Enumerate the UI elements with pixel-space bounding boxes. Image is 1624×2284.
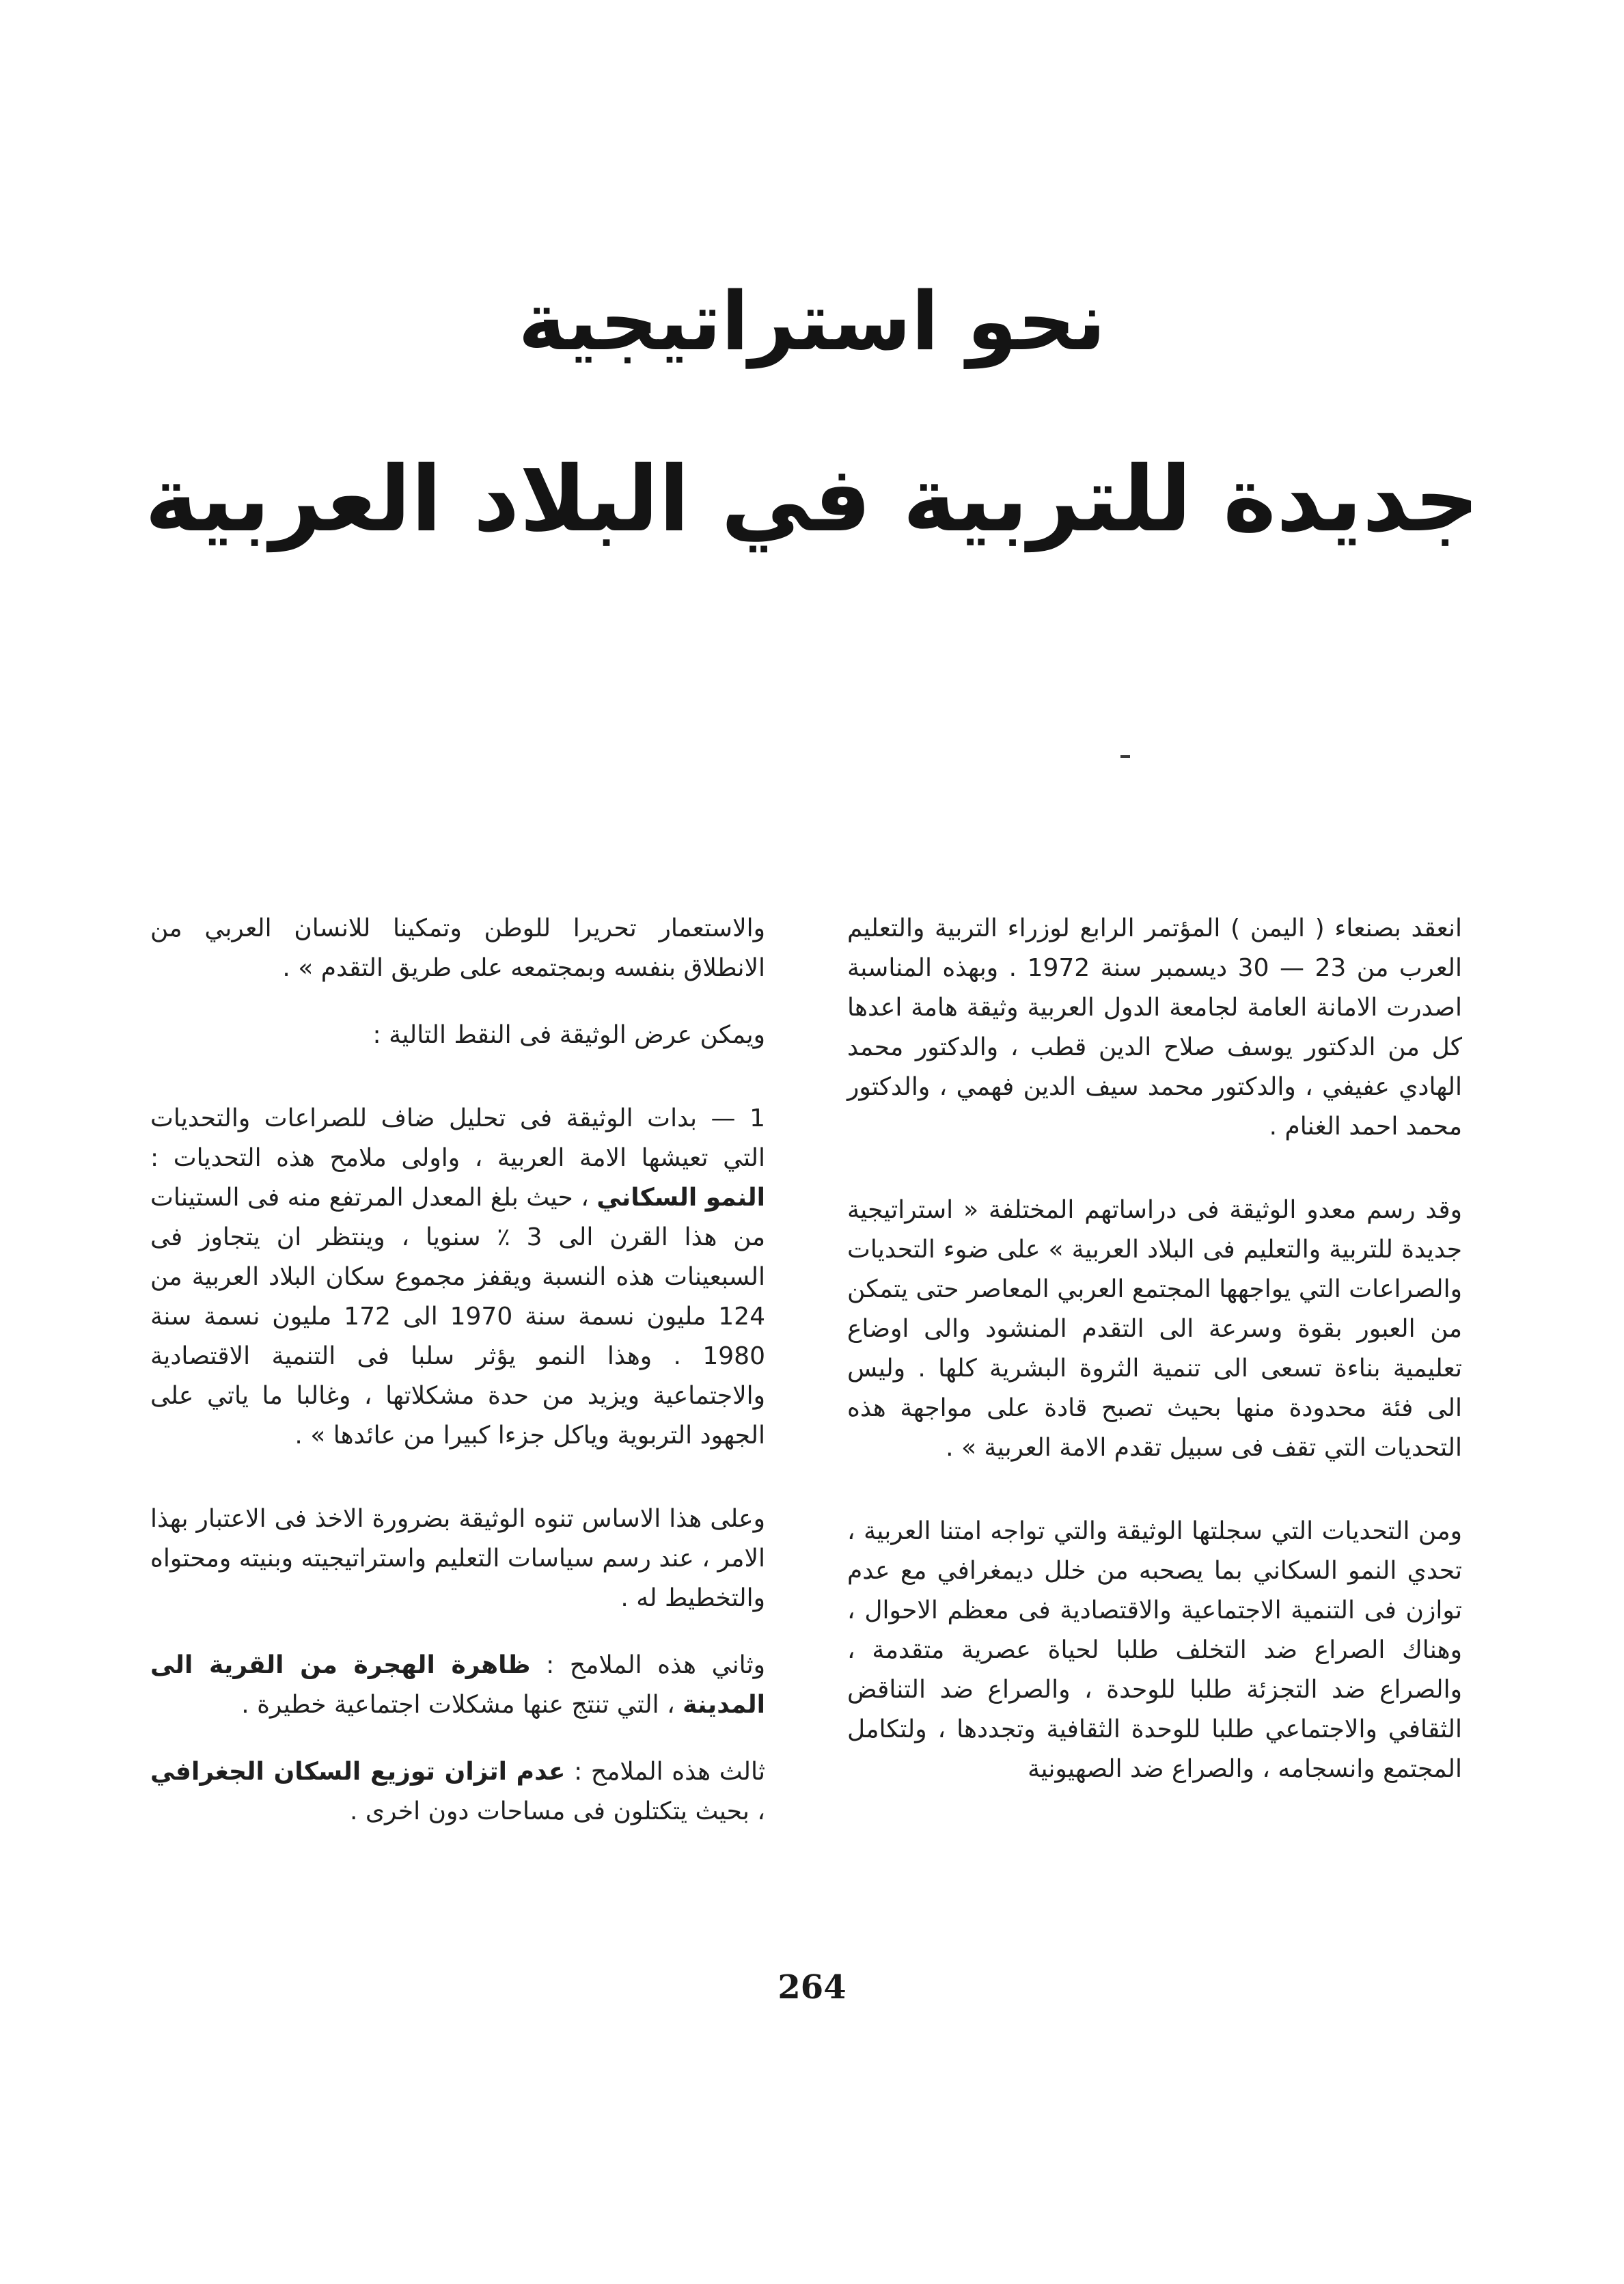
migration-term: ظاهرة الهجرة من القرية الى المدينة — [150, 1651, 765, 1719]
left-paragraph-1: والاستعمار تحريرا للوطن وتمكينا للانسان العربي من الانطلاق بنفسه وبمجتمعه على طريق التقدم » . — [150, 914, 765, 982]
left-paragraph-6-intro: ثالث هذه الملامح : — [565, 1758, 765, 1786]
right-paragraph-2: وقد رسم معدو الوثيقة فى دراساتهم المختلفة « استراتيجية جديدة للتربية والتعليم فى البلاد العربية » على ضوء التحديات والصراعات التي يواجهها المجتمع العربي المعاصر حتى يتمكن من العبور بقوة وسرعة الى التقدم المنشود والى اوضاع تعليمية بناءة تسعى الى تنمية الثروة البشرية كلها . وليس الى فئة محدودة منها بحيث تصبح قادة على مواجهة هذه التحديات التي تقف فى سبيل تقدم الامة العربية » . — [847, 1196, 1462, 1462]
article-title — [0, 273, 1624, 554]
print-speck — [1120, 755, 1130, 758]
right-paragraph-3: ومن التحديات التي سجلتها الوثيقة والتي تواجه امتنا العربية ، تحدي النمو السكاني بما يصحبه من خلل ديمغرافي مع عدم توازن فى التنمية الاجتماعية والاقتصادية فى معظم الاحوال ، وهناك الصراع ضد التخلف طلبا لحياة عصرية متقدمة ، والصراع ضد التجزئة طلبا للوحدة ، والصراع ضد التناقض الثقافي والاجتماعي طلبا للوحدة الثقافية وتجددها ، ولتكامل المجتمع وانسجامه ، والصراع ضد الصهيونية — [847, 1517, 1462, 1783]
title-line-2: جديدة للتربية في البلاد العربية — [144, 446, 1480, 552]
title-line-1: نحو استراتيجية — [518, 274, 1106, 368]
left-paragraph-5-intro: وثاني هذه الملامح : — [530, 1651, 765, 1679]
distribution-term: عدم اتزان توزيع السكان الجغرافي — [150, 1758, 566, 1786]
left-paragraph-6 — [150, 1752, 765, 1832]
left-column — [150, 909, 765, 1859]
left-paragraph-5-body: ، التي تنتج عنها مشكلات اجتماعية خطيرة . — [241, 1691, 683, 1719]
page-number: 264 — [777, 1968, 847, 2007]
left-paragraph-4: وعلى هذا الاساس تنوه الوثيقة بضرورة الاخذ فى الاعتبار بهذا الامر ، عند رسم سياسات التعليم واستراتيجيته وبنيته ومحتواه والتخطيط له . — [150, 1505, 765, 1612]
left-paragraph-6-body: ، بحيث يتكتلون فى مساحات دون اخرى . — [349, 1797, 765, 1825]
right-paragraph-1: انعقد بصنعاء ( اليمن ) المؤتمر الرابع لوزراء التربية والتعليم العرب من 23 — 30 ديسمبر سنة 1972 . وبهذه المناسبة اصدرت الامانة العامة لجامعة الدول العربية وثيقة هامة اعدها كل من الدكتور يوسف صلاح الدين قطب ، والدكتور محمد الهادي عفيفي ، والدكتور محمد سيف الدين فهمي ، والدكتور محمد احمد الغنام . — [847, 914, 1462, 1141]
left-paragraph-5 — [150, 1646, 765, 1725]
population-growth-term: النمو السكاني — [596, 1184, 765, 1212]
left-paragraph-3 — [150, 1099, 765, 1456]
left-paragraph-3-body: ، حيث بلغ المعدل المرتفع منه فى الستينات من هذا القرن الى 3 ٪ سنويا ، وينتظر ان يتجاوز فى السبعينات هذه النسبة ويقفز مجموع سكان البلاد العربية من 124 مليون نسمة سنة 1970 الى 172 مليون نسمة سنة 1980 . وهذا النمو يؤثر سلبا فى التنمية الاقتصادية والاجتماعية ويزيد من حدة مشكلاتها ، وغالبا ما ياتي على الجهود التربوية وياكل جزءا كبيرا من عائدها » . — [150, 1184, 765, 1450]
left-paragraph-3-intro: 1 — بدات الوثيقة فى تحليل ضاف للصراعات والتحديات التي تعيشها الامة العربية ، واولى ملامح هذه التحديات : — [150, 1104, 765, 1172]
left-paragraph-2: ويمكن عرض الوثيقة فى النقط التالية : — [372, 1021, 765, 1049]
right-column — [847, 909, 1462, 1817]
